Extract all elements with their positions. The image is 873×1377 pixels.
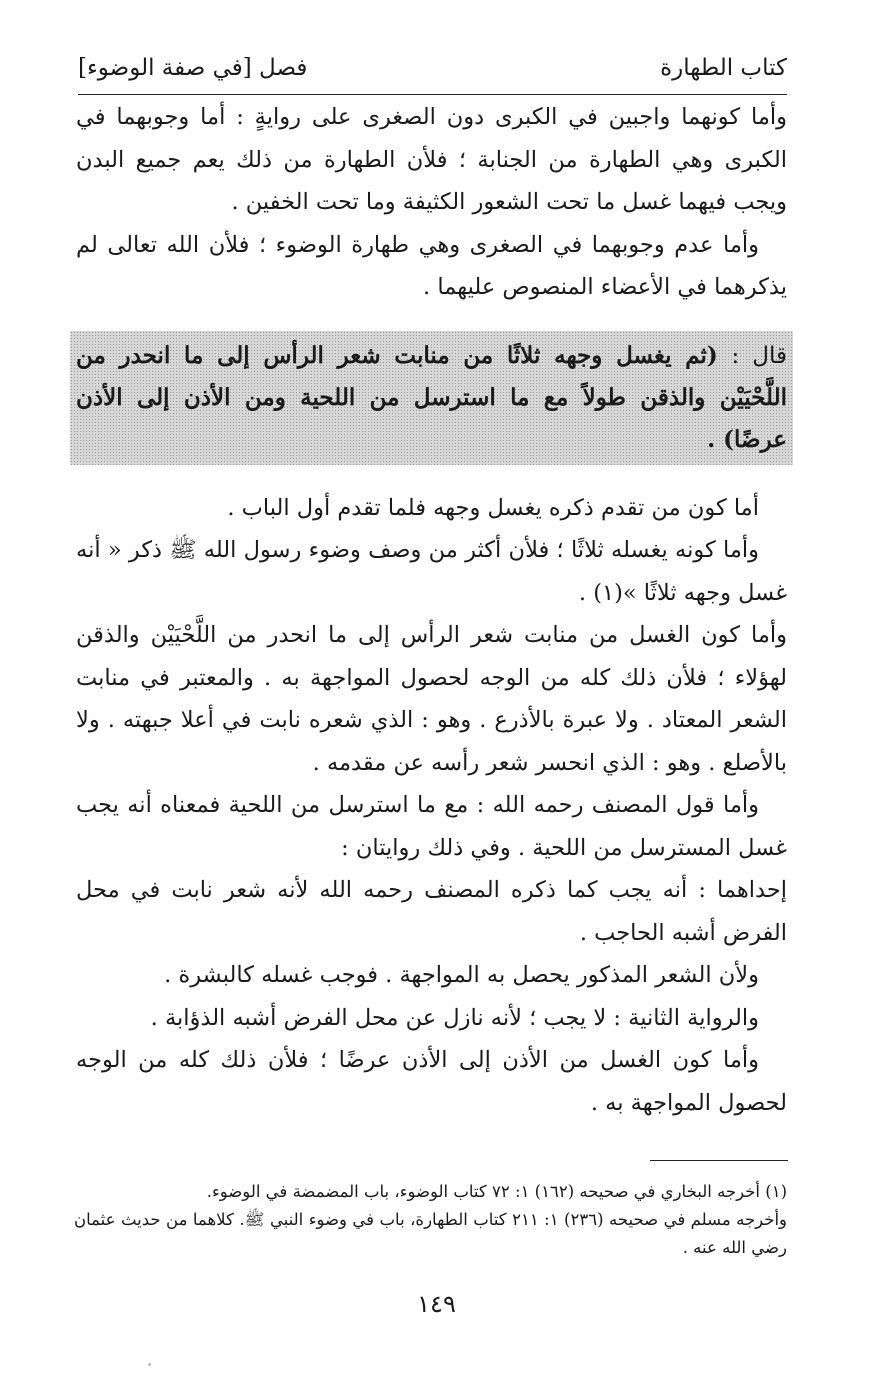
main-text	[76, 96, 787, 1124]
paragraph: وأما كون الغسل من الأذن إلى الأذن عرضًا ؛ فلأن ذلك كله من الوجه لحصول المواجهة به .	[76, 1047, 787, 1116]
matn-text: (ثم يغسل وجهه ثلاثًا من منابت شعر الرأس إلى ما انحدر من اللَّحْيَيْن والذقن طولاً مع ما استرسل من اللحية ومن الأذن إلى الأذن عرضًا) .	[76, 341, 787, 453]
footnote: (١) أخرجه البخاري في صحيحه (١٦٢) ١: ٧٢ كتاب الوضوء، باب المضمضة في الوضوء.	[206, 1182, 787, 1201]
paragraph: وأما كونه يغسله ثلاثًا ؛ فلأن أكثر من وصف وضوء رسول الله ﷺ ذكر « أنه غسل وجهه ثلاثًا »(١) .	[76, 537, 787, 606]
matn-quote-box	[70, 331, 793, 465]
page-number: ١٤٩	[417, 1290, 456, 1318]
chapter-title: فصل [في صفة الوضوء]	[78, 55, 308, 81]
footnotes	[74, 1178, 787, 1262]
footnote: وأخرجه مسلم في صحيحه (٢٣٦) ١: ٢١١ كتاب الطهارة، باب في وضوء النبي ﷺ. كلاهما من حديث عثمان رضي الله عنه .	[74, 1210, 787, 1257]
header-rule	[78, 94, 787, 95]
footnote-rule	[650, 1160, 788, 1161]
running-head	[78, 48, 787, 88]
paragraph: وأما كون الغسل من منابت شعر الرأس إلى ما انحدر من اللَّحْيَيْن والذقن لهؤلاء ؛ فلأن ذلك كله من الوجه لحصول المواجهة به . والمعتبر في منابت الشعر المعتاد . ولا عبرة بالأذرع . وهو : الذي شعره نابت في أعلا جبهته . ولا بالأصلع . وهو : الذي انحسر شعر رأسه عن مقدمه .	[76, 622, 787, 776]
scan-speck	[148, 1363, 151, 1366]
paragraph: ولأن الشعر المذكور يحصل به المواجهة . فوجب غسله كالبشرة .	[164, 962, 759, 988]
paragraph: وأما كونهما واجبين في الكبرى دون الصغرى على روايةٍ : أما وجوبهما في الكبرى وهي الطهارة من الجنابة ؛ فلأن الطهارة من ذلك يعم جميع البدن ويجب فيهما غسل ما تحت الشعور الكثيفة وما تحت الخفين .	[76, 104, 787, 215]
matn-qal-label: قال :	[731, 342, 788, 369]
paragraph: وأما عدم وجوبهما في الصغرى وهي طهارة الوضوء ؛ فلأن الله تعالى لم يذكرهما في الأعضاء المنصوص عليهما .	[76, 231, 787, 300]
paragraph: إحداهما : أنه يجب كما ذكره المصنف رحمه الله لأنه شعر نابت في محل الفرض أشبه الحاجب .	[76, 877, 787, 946]
paragraph: والرواية الثانية : لا يجب ؛ لأنه نازل عن محل الفرض أشبه الذؤابة .	[150, 1004, 759, 1031]
paragraph: أما كون من تقدم ذكره يغسل وجهه فلما تقدم أول الباب .	[227, 494, 759, 521]
book-title: كتاب الطهارة	[660, 55, 787, 81]
paragraph: وأما قول المصنف رحمه الله : مع ما استرسل من اللحية فمعناه أنه يجب غسل المسترسل من اللحية . وفي ذلك روايتان :	[76, 792, 787, 861]
